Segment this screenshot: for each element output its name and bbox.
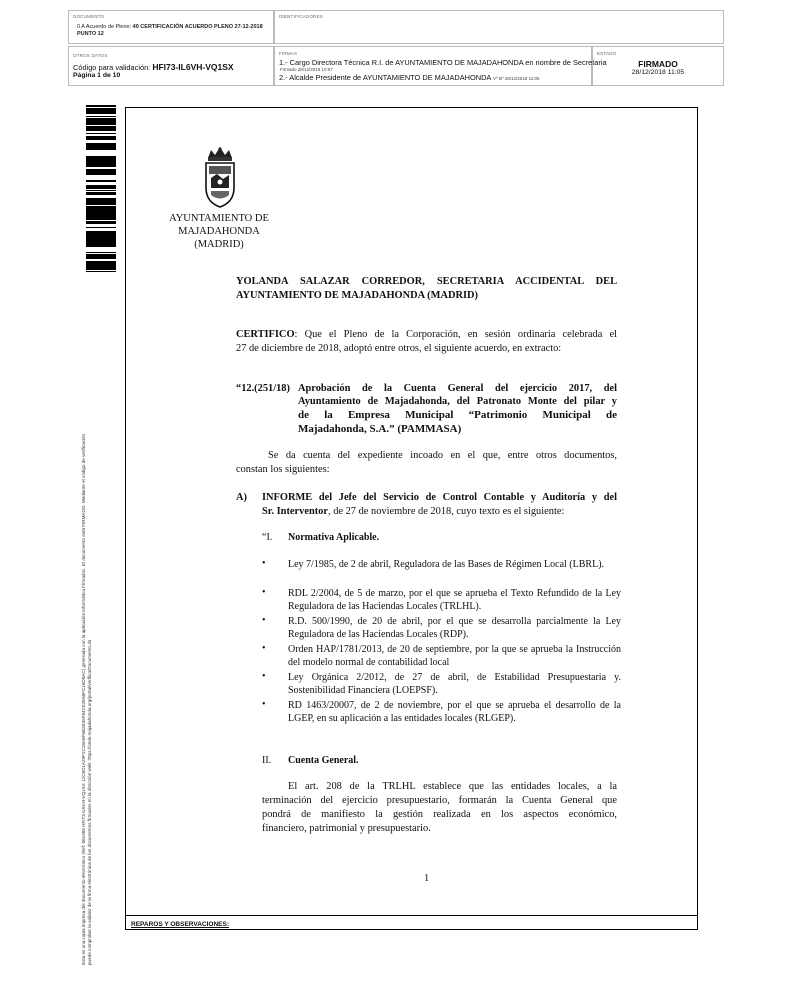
otros-datos-box: [68, 46, 274, 86]
item-number: “12.(251/18): [236, 383, 290, 394]
barcode-bar: [86, 165, 116, 167]
barcode-bar: [86, 144, 116, 145]
pagina-indicator: Página 1 de 10: [73, 72, 121, 79]
barcode-bar: [86, 147, 116, 148]
title-line-2: AYUNTAMIENTO DE MAJADAHONDA (MADRID): [236, 290, 478, 301]
expediente-line-2: constan los siguientes:: [236, 464, 330, 475]
barcode-bar: [86, 159, 116, 160]
barcode-bar: [86, 158, 116, 159]
firma-2: [279, 73, 540, 82]
section-a-line-1: INFORME del Jefe del Servicio de Control Contable y Auditoría y del: [262, 492, 617, 503]
documento-prefix: 0 A Acuerdo de Pleno:: [77, 24, 133, 30]
barcode-bar: [86, 201, 116, 202]
barcode-bar: [86, 192, 116, 193]
section-a-letter: A): [236, 492, 247, 503]
barcode-bar: [86, 246, 116, 247]
barcode-bar: [86, 113, 116, 114]
documento-punto: PUNTO 12: [77, 30, 104, 37]
barcode-bar: [86, 261, 116, 263]
barcode-bar: [86, 227, 116, 228]
barcode-bar: [86, 133, 116, 134]
barcode-bar: [86, 136, 116, 138]
sidebar-line-1: Esta es una copia impresa del documento electrónico (Ref: 861585 HFI73-IL6VH-VQ1SX 12C6D1A29F2C18A6F6B2E35F84C52E66FC16D9AC) generada con la aplicación informática Firmadoc. El documento está FIRMADO. Mediante el código de verificación: [81, 433, 86, 965]
paragraph-line-2: terminación del ejercicio presupuestario, formarán la Cuenta General que: [262, 795, 617, 806]
reparos-observaciones: REPAROS Y OBSERVACIONES:: [126, 915, 697, 929]
barcode-bar: [86, 122, 116, 125]
bullet-item: Ley Orgánica 2/2012, de 27 de abril, de Estabilidad Presupuestaria y. Sostenibilidad Financiera (LOEPSF).: [288, 672, 621, 696]
section-a-line-2: [262, 505, 564, 519]
codigo-value: HFI73-IL6VH-VQ1SX: [152, 62, 234, 72]
barcode-bar: [86, 116, 116, 117]
documento-label: DOCUMENTO: [73, 14, 105, 19]
identificadores-label: IDENTIFICADORES: [279, 14, 324, 19]
heading-2-title: Cuenta General.: [288, 755, 359, 766]
bullet-icon: •: [262, 558, 266, 569]
barcode-bar: [86, 257, 116, 258]
barcode-bar: [86, 188, 116, 189]
barcode-bar: [86, 185, 116, 186]
barcode-bar: [86, 233, 116, 236]
estado-value: FIRMADO: [638, 59, 678, 69]
barcode-bar: [86, 171, 116, 174]
barcode-bar: [86, 169, 116, 171]
barcode-bar: [86, 237, 116, 240]
letterhead-line-3: (MADRID): [194, 239, 244, 250]
barcode-bar: [86, 204, 116, 205]
barcode-bar: [86, 138, 116, 139]
paragraph-line-3: pondrá de manifiesto la gestión realizada en los aspectos económico,: [262, 809, 617, 820]
certifico-text: : Que el Pleno de la Corporación, en sesión ordinaria celebrada el: [294, 329, 617, 340]
documento-title: 40 CERTIFICACIÓN ACUERDO PLENO 27-12-2018: [132, 24, 263, 30]
barcode-bar: [86, 156, 116, 158]
firma-1-date: Firmado 28/12/2018 10:57: [280, 67, 333, 72]
title-line-1: YOLANDA SALAZAR CORREDOR, SECRETARIA ACCIDENTAL DEL: [236, 276, 617, 287]
heading-1-title: Normativa Aplicable.: [288, 532, 380, 543]
firma-1: 1.- Cargo Directora Técnica R.I. de AYUNTAMIENTO DE MAJADAHONDA en nombre de Secretaria: [279, 58, 607, 67]
barcode: [86, 104, 116, 274]
barcode-bar: [86, 106, 116, 107]
letterhead-line-2: MAJADAHONDA: [178, 226, 260, 237]
barcode-bar: [86, 265, 116, 268]
barcode-bar: [86, 120, 116, 122]
paragraph-line-4: financiero, patrimonial y presupuestario.: [262, 823, 431, 834]
estado-label: ESTADO: [597, 51, 617, 56]
otros-datos-label: OTROS DATOS: [73, 53, 108, 58]
barcode-bar: [86, 181, 116, 182]
codigo-label: Código para validación:: [73, 63, 151, 72]
certifico-line-1: [236, 328, 617, 342]
barcode-bar: [86, 190, 116, 191]
sidebar-line-2: puede comprobar la validez de la firma electrónica de los documentos firmados en la dirección web: https://sede.majadahonda.org/portal/verificarDocumento.do: [87, 639, 92, 965]
barcode-bar: [86, 258, 116, 259]
paragraph-line-1: El art. 208 de la TRLHL establece que las entidades locales, a la: [288, 781, 617, 792]
section-a-interventor: Sr. Interventor: [262, 506, 328, 517]
barcode-bar: [86, 210, 116, 211]
bullet-icon: •: [262, 699, 266, 710]
bullet-icon: •: [262, 643, 266, 654]
barcode-bar: [86, 148, 116, 150]
documento-text: [77, 24, 263, 37]
barcode-bar: [86, 110, 116, 113]
barcode-bar: [86, 236, 116, 237]
barcode-bar: [86, 240, 116, 242]
barcode-bar: [86, 221, 116, 224]
barcode-bar: [86, 244, 116, 246]
barcode-bar: [86, 193, 116, 194]
barcode-bar: [86, 217, 116, 220]
identificadores-box: [274, 10, 724, 44]
barcode-bar: [86, 206, 116, 207]
barcode-bar: [86, 163, 116, 165]
barcode-bar: [86, 105, 116, 106]
barcode-bar: [86, 252, 116, 253]
section-a-rest: , de 27 de noviembre de 2018, cuyo texto es el siguiente:: [328, 506, 565, 517]
barcode-bar: [86, 139, 116, 140]
barcode-bar: [86, 129, 116, 131]
certifico-label: CERTIFICO: [236, 329, 295, 340]
bullet-item: R.D. 500/1990, de 20 de abril, por el que se desarrolla parcialmente la Ley Reguladora de las Haciendas Locales (RDP).: [288, 616, 621, 640]
item-title-line-2: Ayuntamiento de Majadahonda, del Patronato Monte del pilar y: [298, 396, 617, 407]
barcode-bar: [86, 118, 116, 120]
barcode-bar: [86, 231, 116, 233]
barcode-bar: [86, 242, 116, 244]
page-number: 1: [424, 873, 430, 884]
barcode-bar: [86, 127, 116, 129]
bullet-icon: •: [262, 671, 266, 682]
item-title-line-3: de la Empresa Municipal “Patrimonio Municipal de: [298, 409, 617, 421]
barcode-bar: [86, 187, 116, 188]
estado-box: [592, 46, 724, 86]
barcode-bar: [86, 256, 116, 257]
barcode-bar: [86, 268, 116, 270]
heading-1-number: “I.: [262, 532, 273, 543]
codigo-validacion: [73, 62, 234, 72]
item-title-line-4: Majadahonda, S.A.” (PAMMASA): [298, 423, 462, 435]
barcode-bar: [86, 174, 116, 175]
bullet-icon: •: [262, 587, 266, 598]
firma-2-date: Vº Bº 28/12/2018 11:05: [493, 76, 540, 81]
bullet-item: Ley 7/1985, de 2 de abril, Reguladora de las Bases de Régimen Local (LBRL).: [288, 559, 605, 570]
barcode-bar: [86, 126, 116, 127]
letterhead-line-1: AYUNTAMIENTO DE: [169, 213, 269, 224]
estado-date: 28/12/2018 11:05: [631, 69, 685, 76]
coat-of-arms-icon: [199, 144, 241, 210]
bullet-item: Orden HAP/1781/2013, de 20 de septiembre, por la que se aprueba la Instrucción del modelo normal de contabilidad local: [288, 644, 621, 668]
barcode-bar: [86, 264, 116, 265]
barcode-bar: [86, 202, 116, 204]
barcode-bar: [86, 145, 116, 147]
expediente-line-1: Se da cuenta del expediente incoado en el que, entre otros documentos,: [268, 450, 617, 461]
barcode-bar: [86, 263, 116, 264]
barcode-bar: [86, 180, 116, 181]
barcode-bar: [86, 214, 116, 217]
barcode-bar: [86, 207, 116, 210]
bullet-item: RDL 2/2004, de 5 de marzo, por el que se aprueba el Texto Refundido de la Ley Reguladora de las Haciendas Locales (TRLHL).: [288, 588, 621, 612]
heading-2-number: II.: [262, 755, 272, 766]
barcode-bar: [86, 194, 116, 195]
barcode-bar: [86, 198, 116, 201]
barcode-bar: [86, 160, 116, 163]
barcode-bar: [86, 211, 116, 214]
bullet-icon: •: [262, 615, 266, 626]
firma-2-text: 2.- Alcalde Presidente de AYUNTAMIENTO DE MAJADAHONDA: [279, 73, 491, 82]
item-title-line-1: Aprobación de la Cuenta General del ejercicio 2017, del: [298, 383, 617, 394]
certifico-line-2: 27 de diciembre de 2018, adoptó entre otros, el siguiente acuerdo, en extracto:: [236, 343, 562, 354]
bullet-item: RD 1463/20007, de 2 de noviembre, por el que se aprueba el desarrollo de la LGEP, en su aplicación a las entidades locales (RLGEP).: [288, 700, 621, 724]
verification-sidebar-text: [81, 275, 93, 965]
firmas-label: FIRMAS: [279, 51, 298, 56]
barcode-bar: [86, 254, 116, 256]
barcode-bar: [86, 271, 116, 272]
documento-box: [68, 10, 274, 44]
barcode-bar: [86, 186, 116, 187]
barcode-bar: [86, 108, 116, 110]
barcode-bar: [86, 143, 116, 144]
